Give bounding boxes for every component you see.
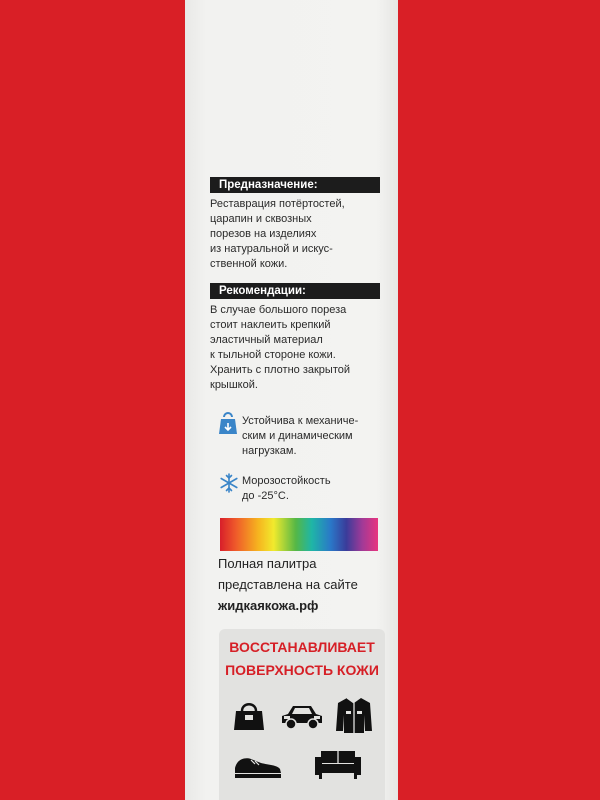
purpose-text: Реставрация потёртостей, царапин и сквозных порезов на изделиях из натуральной и искус- ственной кожи.	[210, 198, 345, 270]
palette-line-1: Полная палитра	[218, 556, 317, 571]
palette-line-2: представлена на сайте	[218, 577, 358, 592]
color-palette-strip	[220, 518, 378, 551]
handbag-icon	[231, 697, 267, 733]
palette-info	[218, 553, 393, 616]
feature-text-mechanical: Устойчива к механиче- ским и динамическим нагрузкам.	[242, 415, 359, 457]
car-icon	[279, 701, 325, 733]
jacket-icon	[335, 695, 373, 735]
side-red-panel-right	[398, 0, 600, 800]
palette-site-link[interactable]: жидкаякожа.рф	[218, 598, 319, 613]
shoe-icon	[233, 751, 283, 781]
snowflake-icon	[219, 473, 239, 493]
restore-card	[219, 629, 385, 800]
purpose-heading: Предназначение:	[210, 177, 380, 193]
recommendations-heading: Рекомендации:	[210, 283, 380, 299]
restore-title-line-1: ВОССТАНАВЛИВАЕТ	[229, 639, 375, 655]
recommendations-text: В случае большого пореза стоит наклеить крепкий эластичный материал к тыльной стороне кожи. Хранить с плотно закрытой крышкой.	[210, 304, 351, 391]
weight-icon	[218, 412, 238, 436]
sofa-icon	[313, 747, 363, 781]
restore-title-line-2: ПОВЕРХНОСТЬ КОЖИ	[225, 662, 379, 678]
side-red-panel-left	[0, 0, 185, 800]
feature-text-frost: Морозостойкость до -25°С.	[242, 475, 331, 502]
